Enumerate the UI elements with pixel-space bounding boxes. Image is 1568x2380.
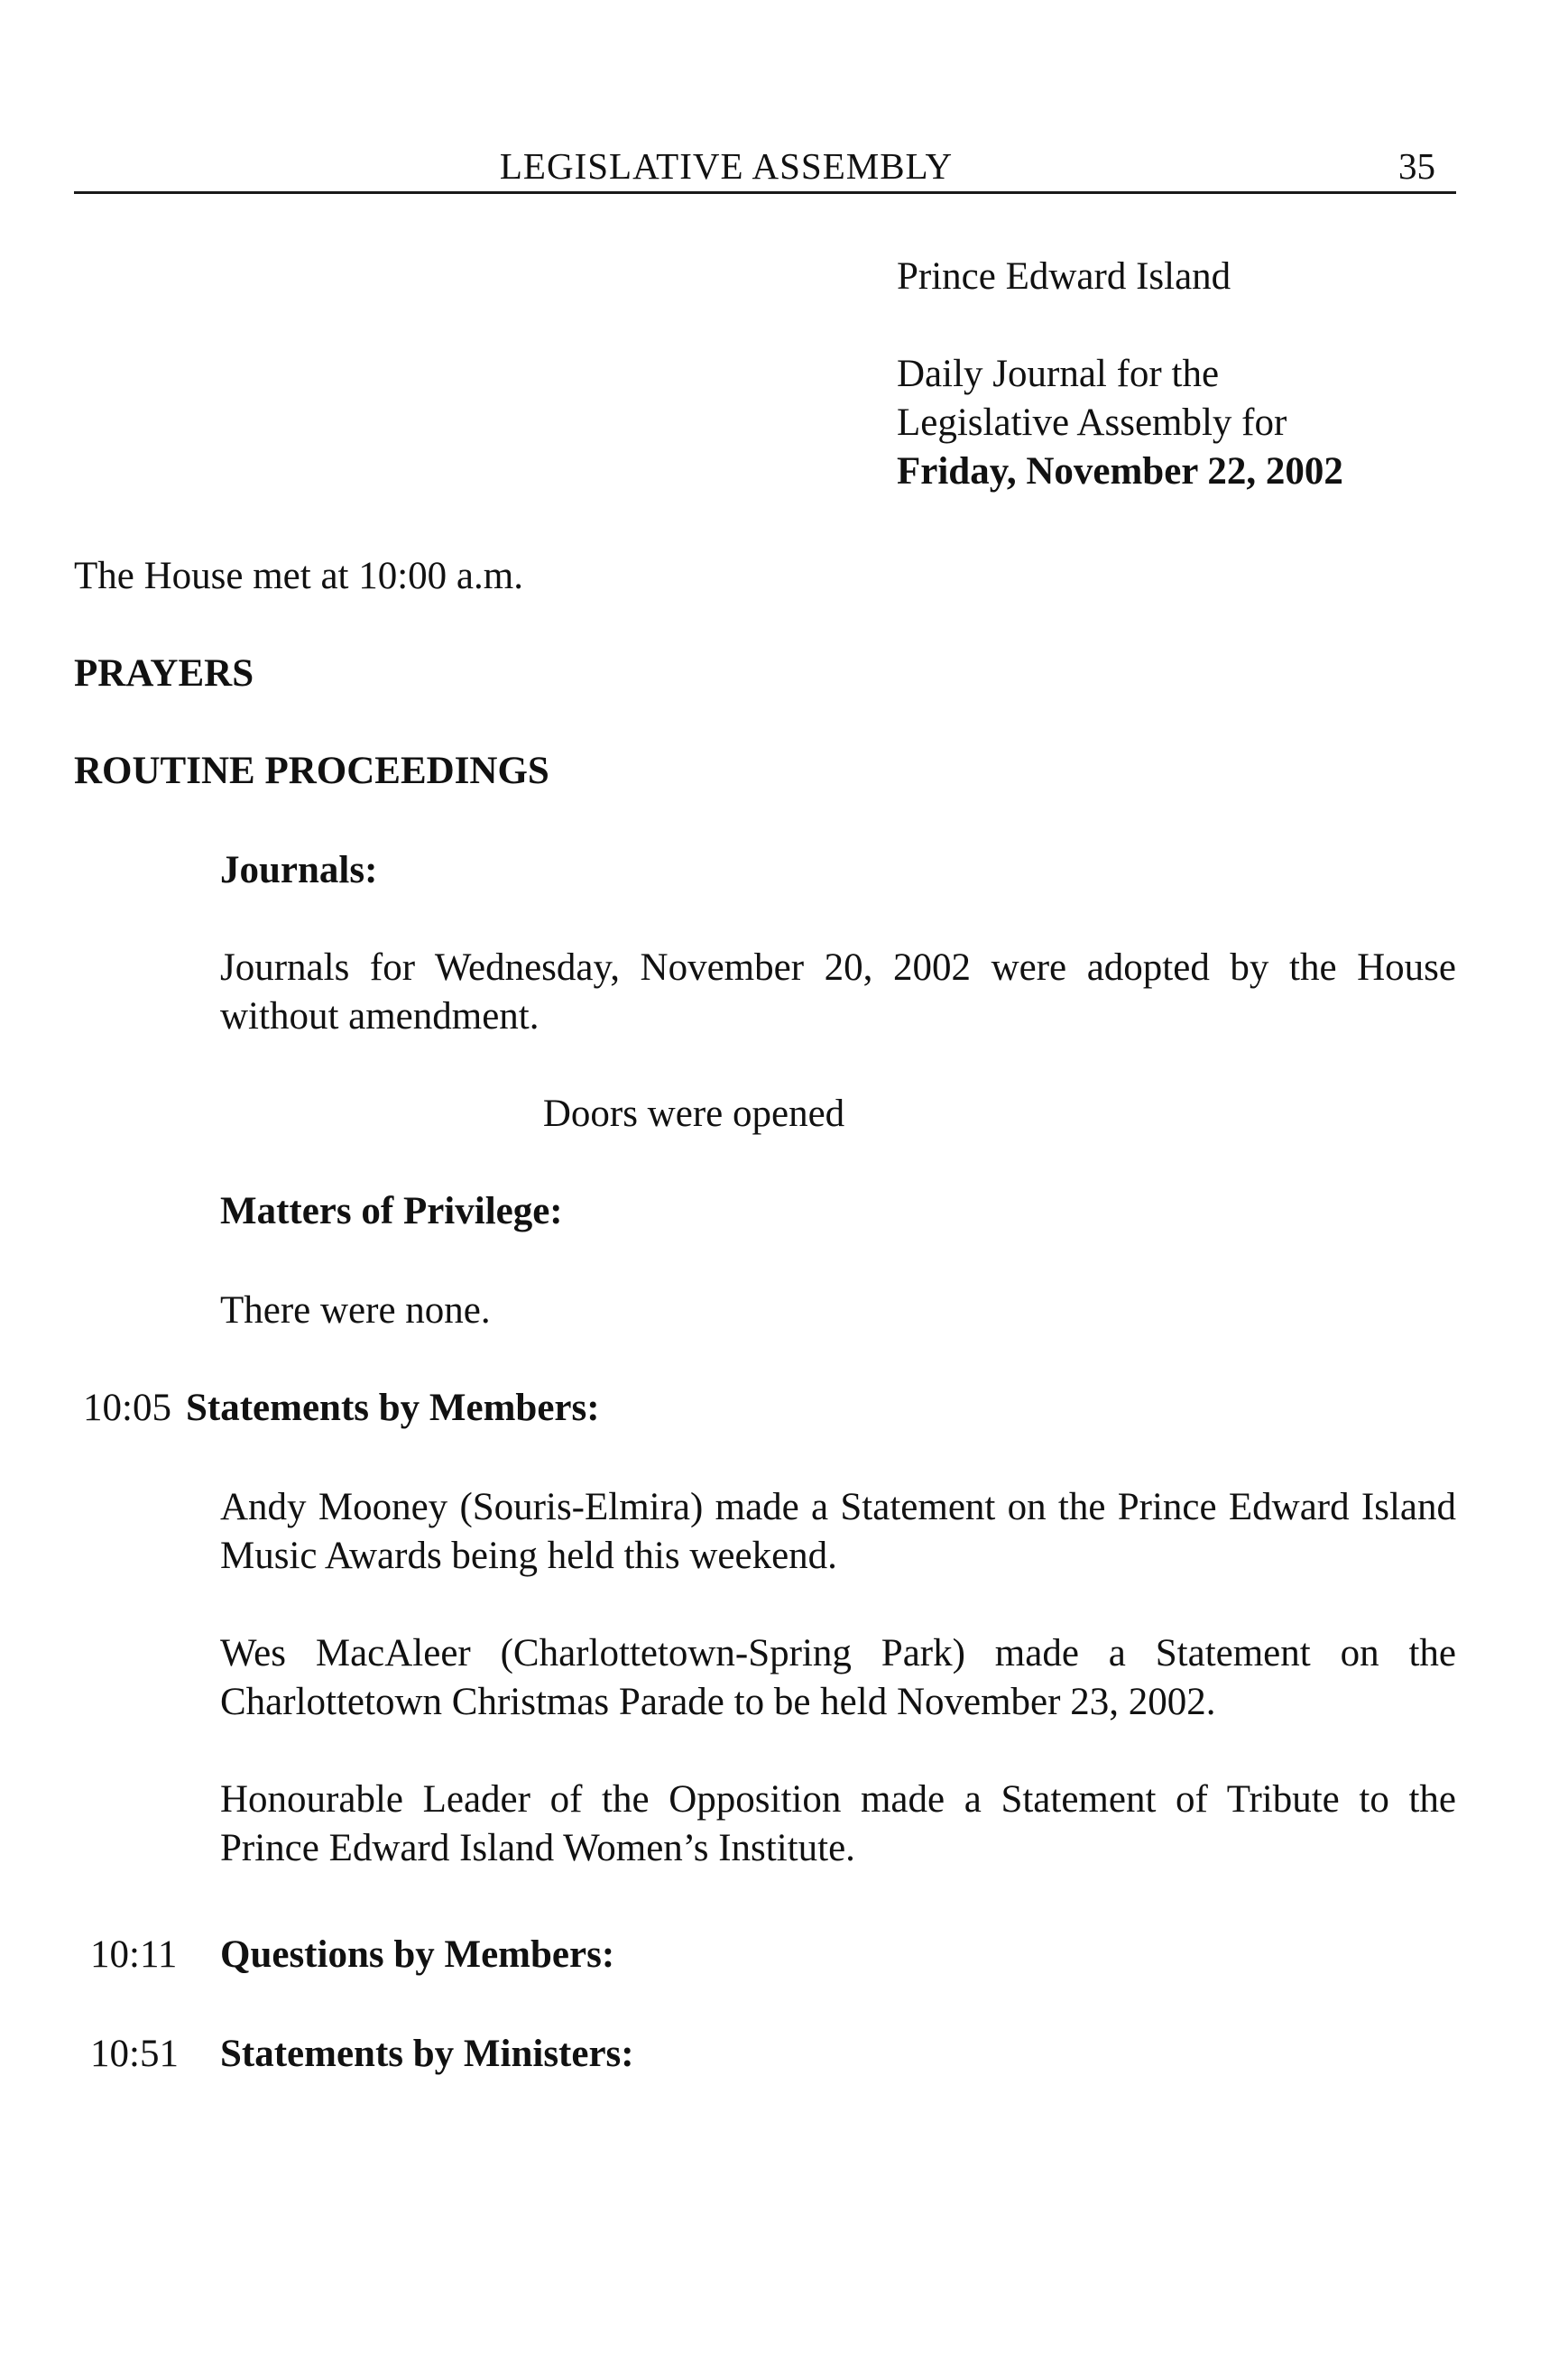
questions-time: 10:11 (90, 1933, 178, 1976)
statements-members-heading: Statements by Members: (186, 1387, 600, 1429)
masthead-date: Friday, November 22, 2002 (897, 450, 1343, 493)
journals-text: Journals for Wednesday, November 20, 2002 were adopted by the House without amendment. (220, 946, 1456, 1038)
running-header-title: LEGISLATIVE ASSEMBLY (499, 145, 954, 187)
prayers-heading: PRAYERS (74, 652, 254, 695)
doors-opened-note: Doors were opened (542, 1093, 845, 1135)
member-statement-2: Wes MacAleer (Charlottetown-Spring Park) made a Statement on the Charlottetown Christmas Parade to be held November 23, 2002. (220, 1632, 1456, 1723)
privilege-heading: Matters of Privilege: (220, 1190, 563, 1232)
member-statement-1: Andy Mooney (Souris-Elmira) made a Statement on the Prince Edward Island Music Awards being held this weekend. (220, 1486, 1456, 1577)
page-number: 35 (1398, 145, 1435, 187)
opening-time: The House met at 10:00 a.m. (74, 555, 523, 597)
routine-proceedings-heading: ROUTINE PROCEEDINGS (74, 750, 549, 792)
statements-members-time: 10:05 (83, 1387, 171, 1429)
header-rule (74, 191, 1456, 194)
privilege-text: There were none. (220, 1289, 491, 1332)
member-statement-3: Honourable Leader of the Opposition made a Statement of Tribute to the Prince Edward Island Women’s Institute. (220, 1778, 1456, 1869)
statements-ministers-heading: Statements by Ministers: (220, 2033, 634, 2075)
masthead-province: Prince Edward Island (897, 255, 1231, 298)
masthead-line-2: Legislative Assembly for (897, 401, 1287, 444)
questions-heading: Questions by Members: (220, 1933, 615, 1976)
masthead-line-1: Daily Journal for the (897, 353, 1220, 395)
statements-ministers-time: 10:51 (90, 2033, 179, 2075)
journals-heading: Journals: (220, 849, 378, 891)
